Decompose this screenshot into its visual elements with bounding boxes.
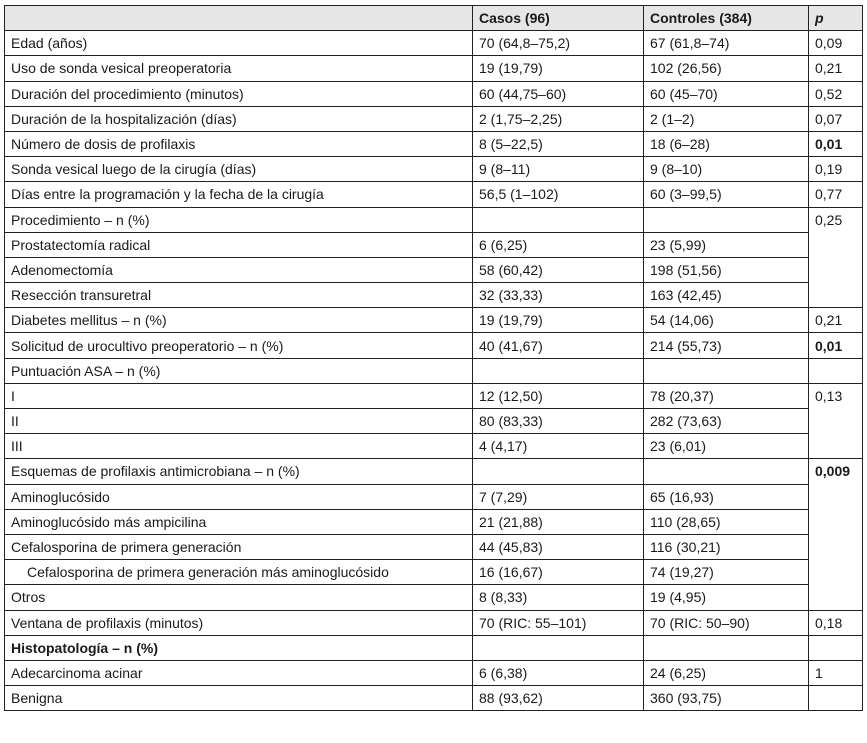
- row-label: Uso de sonda vesical preoperatoria: [5, 56, 473, 81]
- p-value: 0,13: [809, 383, 863, 459]
- table-row: [5, 106, 863, 131]
- row-label: III: [5, 434, 473, 459]
- p-value: 0,009: [809, 459, 863, 610]
- table-row: [5, 182, 863, 207]
- controles-value: 67 (61,8–74): [644, 31, 809, 56]
- p-value: [809, 686, 863, 711]
- row-label: Días entre la programación y la fecha de la cirugía: [5, 182, 473, 207]
- row-label: I: [5, 383, 473, 408]
- row-label: Puntuación ASA – n (%): [5, 358, 473, 383]
- casos-value: [473, 207, 644, 232]
- row-label: Resección transuretral: [5, 283, 473, 308]
- table-row: [5, 56, 863, 81]
- table-row: [5, 31, 863, 56]
- controles-value: 23 (5,99): [644, 232, 809, 257]
- row-label: Sonda vesical luego de la cirugía (días): [5, 157, 473, 182]
- header-variable: [5, 6, 473, 31]
- row-label: Duración del procedimiento (minutos): [5, 81, 473, 106]
- casos-value: 58 (60,42): [473, 257, 644, 282]
- p-value: 0,25: [809, 207, 863, 308]
- row-label: Edad (años): [5, 31, 473, 56]
- table-row: [5, 81, 863, 106]
- p-value: 0,77: [809, 182, 863, 207]
- row-label: Adenomectomía: [5, 257, 473, 282]
- p-value: 0,07: [809, 106, 863, 131]
- controles-value: 102 (26,56): [644, 56, 809, 81]
- p-value: 0,21: [809, 308, 863, 333]
- row-label: Ventana de profilaxis (minutos): [5, 610, 473, 635]
- table-row: [5, 534, 863, 559]
- casos-value: 60 (44,75–60): [473, 81, 644, 106]
- controles-value: 60 (3–99,5): [644, 182, 809, 207]
- row-label: Otros: [5, 585, 473, 610]
- controles-value: 360 (93,75): [644, 686, 809, 711]
- casos-value: 21 (21,88): [473, 509, 644, 534]
- p-value: 0,18: [809, 610, 863, 635]
- p-value: [809, 358, 863, 383]
- casos-value: 32 (33,33): [473, 283, 644, 308]
- casos-value: 2 (1,75–2,25): [473, 106, 644, 131]
- header-casos: Casos (96): [473, 6, 644, 31]
- casos-value: 6 (6,38): [473, 660, 644, 685]
- p-value: 0,19: [809, 157, 863, 182]
- p-value: 0,21: [809, 56, 863, 81]
- casos-value: 70 (RIC: 55–101): [473, 610, 644, 635]
- row-label: Diabetes mellitus – n (%): [5, 308, 473, 333]
- table-row: [5, 585, 863, 610]
- row-label: Procedimiento – n (%): [5, 207, 473, 232]
- table-row: [5, 308, 863, 333]
- casos-value: 80 (83,33): [473, 409, 644, 434]
- controles-value: 214 (55,73): [644, 333, 809, 358]
- table-row: [5, 157, 863, 182]
- row-label: Benigna: [5, 686, 473, 711]
- row-label: Aminoglucósido: [5, 484, 473, 509]
- table-body: [5, 31, 863, 711]
- controles-value: 60 (45–70): [644, 81, 809, 106]
- casos-value: [473, 358, 644, 383]
- table-row: [5, 635, 863, 660]
- controles-value: 78 (20,37): [644, 383, 809, 408]
- controles-value: 2 (1–2): [644, 106, 809, 131]
- table-row: [5, 509, 863, 534]
- table-row: [5, 232, 863, 257]
- table-row: [5, 686, 863, 711]
- casos-value: 19 (19,79): [473, 308, 644, 333]
- controles-value: 18 (6–28): [644, 131, 809, 156]
- table-row: [5, 333, 863, 358]
- row-label: Prostatectomía radical: [5, 232, 473, 257]
- controles-value: 110 (28,65): [644, 509, 809, 534]
- controles-value: 116 (30,21): [644, 534, 809, 559]
- controles-value: 19 (4,95): [644, 585, 809, 610]
- table-row: [5, 131, 863, 156]
- row-label: Número de dosis de profilaxis: [5, 131, 473, 156]
- p-value: [809, 635, 863, 660]
- table-row: [5, 283, 863, 308]
- casos-value: [473, 635, 644, 660]
- controles-value: 282 (73,63): [644, 409, 809, 434]
- header-p-value: p: [809, 6, 863, 31]
- row-label: Aminoglucósido más ampicilina: [5, 509, 473, 534]
- casos-value: 16 (16,67): [473, 560, 644, 585]
- header-controles: Controles (384): [644, 6, 809, 31]
- controles-value: [644, 358, 809, 383]
- table-header-row: [5, 6, 863, 31]
- controles-value: [644, 207, 809, 232]
- table-row: [5, 257, 863, 282]
- casos-value: 9 (8–11): [473, 157, 644, 182]
- table-row: [5, 459, 863, 484]
- table-row: [5, 610, 863, 635]
- casos-value: 19 (19,79): [473, 56, 644, 81]
- casos-value: 4 (4,17): [473, 434, 644, 459]
- casos-value: 70 (64,8–75,2): [473, 31, 644, 56]
- casos-value: 6 (6,25): [473, 232, 644, 257]
- casos-value: 8 (5–22,5): [473, 131, 644, 156]
- controles-value: 198 (51,56): [644, 257, 809, 282]
- p-value: 0,09: [809, 31, 863, 56]
- controles-value: [644, 635, 809, 660]
- row-label: Duración de la hospitalización (días): [5, 106, 473, 131]
- controles-value: [644, 459, 809, 484]
- row-label: II: [5, 409, 473, 434]
- casos-value: 8 (8,33): [473, 585, 644, 610]
- casos-value: 88 (93,62): [473, 686, 644, 711]
- casos-value: 40 (41,67): [473, 333, 644, 358]
- p-value: 0,01: [809, 333, 863, 358]
- table-row: [5, 358, 863, 383]
- controles-value: 9 (8–10): [644, 157, 809, 182]
- p-value: 1: [809, 660, 863, 685]
- row-label: Adecarcinoma acinar: [5, 660, 473, 685]
- row-label: Solicitud de urocultivo preoperatorio – n (%): [5, 333, 473, 358]
- row-label: Cefalosporina de primera generación más aminoglucósido: [5, 560, 473, 585]
- p-value: 0,01: [809, 131, 863, 156]
- row-label: Esquemas de profilaxis antimicrobiana – n (%): [5, 459, 473, 484]
- table-row: [5, 660, 863, 685]
- row-label: Histopatología – n (%): [5, 635, 473, 660]
- table-row: [5, 560, 863, 585]
- controles-value: 70 (RIC: 50–90): [644, 610, 809, 635]
- table-row: [5, 383, 863, 408]
- row-label: Cefalosporina de primera generación: [5, 534, 473, 559]
- table-row: [5, 409, 863, 434]
- controles-value: 54 (14,06): [644, 308, 809, 333]
- p-value: 0,52: [809, 81, 863, 106]
- casos-value: 12 (12,50): [473, 383, 644, 408]
- controles-value: 163 (42,45): [644, 283, 809, 308]
- table-row: [5, 434, 863, 459]
- casos-value: 7 (7,29): [473, 484, 644, 509]
- table-row: [5, 207, 863, 232]
- casos-value: 56,5 (1–102): [473, 182, 644, 207]
- controles-value: 74 (19,27): [644, 560, 809, 585]
- controles-value: 23 (6,01): [644, 434, 809, 459]
- casos-value: 44 (45,83): [473, 534, 644, 559]
- controles-value: 24 (6,25): [644, 660, 809, 685]
- casos-value: [473, 459, 644, 484]
- results-table: [4, 5, 863, 711]
- controles-value: 65 (16,93): [644, 484, 809, 509]
- table-row: [5, 484, 863, 509]
